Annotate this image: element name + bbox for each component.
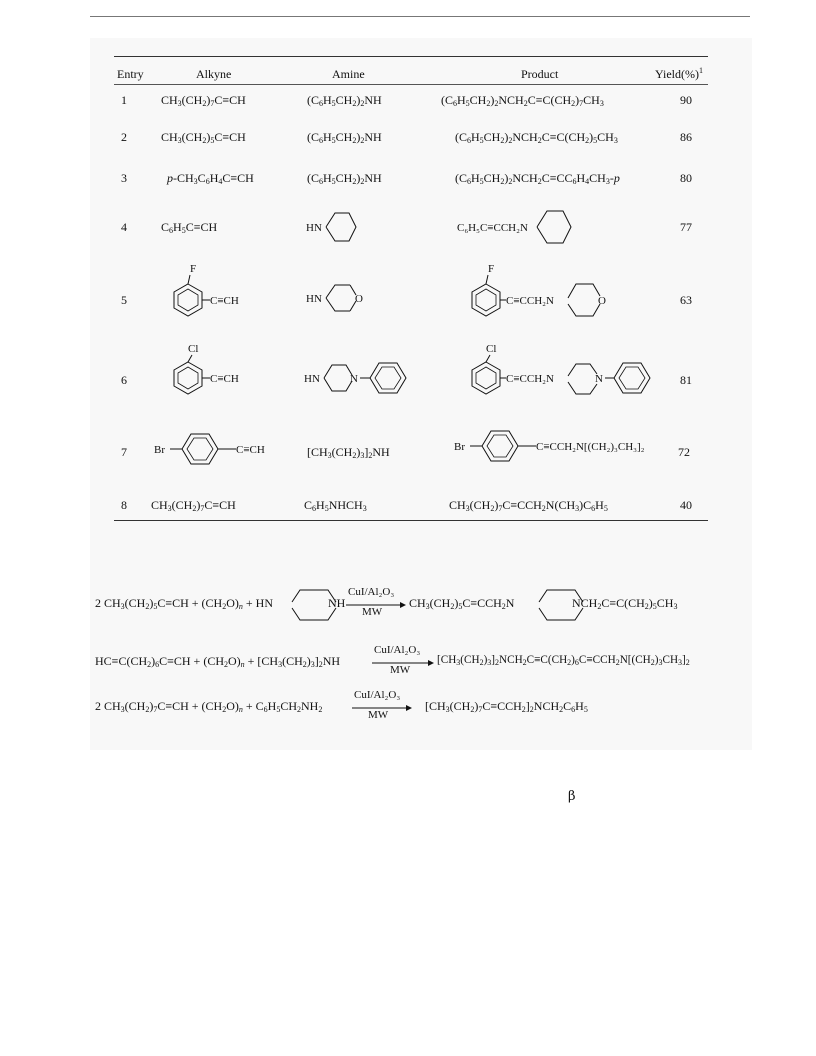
beta-symbol: β bbox=[568, 789, 576, 804]
product-formula: $CH_3(CH_2)_7C\equiv CCH_2N(CH_3)C_6H_5$ bbox=[449, 498, 608, 513]
chlorophenylacetylene-structure bbox=[150, 340, 260, 405]
fluorophenylacetylene-structure bbox=[150, 258, 260, 328]
yield-1: 90 bbox=[680, 93, 692, 107]
alkyne-formula: $CH_3(CH_2)_5C\equiv CH$ bbox=[161, 130, 246, 145]
atom-label: Br bbox=[454, 441, 465, 453]
product-formula: $(C_6H_5CH_2)_2NCH_2C\equiv C(CH_2)_7CH_3$ bbox=[441, 93, 604, 108]
atom-label: N bbox=[595, 373, 603, 385]
reaction-1-product-right: $NCH_2C\equiv C(CH_2)_5CH_3$ bbox=[572, 596, 678, 611]
catalyst-label: CuI/Al₂O₃ bbox=[374, 644, 421, 656]
yield-5: 63 bbox=[680, 293, 692, 307]
yield-label: Yield(%) bbox=[655, 67, 699, 81]
table-top-rule bbox=[114, 56, 708, 57]
morpholine-structure bbox=[300, 275, 370, 320]
reaction-1-reactants: 2 $CH_3(CH_2)_5C\equiv CH + (CH_2O)_n$ + HN bbox=[95, 596, 273, 611]
atom-label: C≡CH bbox=[236, 444, 265, 456]
yield-3: 80 bbox=[680, 171, 692, 185]
entry-5: 5 bbox=[121, 293, 127, 307]
alkyne-formula: $p-CH_3C_6H_4C\equiv CH$ bbox=[167, 171, 254, 186]
alkyne-formula: $CH_3(CH_2)_7C\equiv CH$ bbox=[161, 93, 246, 108]
reaction-2-product: $[CH_3(CH_2)_3]_2NCH_2C\equiv C(CH_2)_6C\equiv CCH_2N[(CH_2)_3CH_3]_2$ bbox=[437, 654, 690, 667]
atom-label: Cl bbox=[486, 343, 497, 355]
catalyst-label: CuI/Al₂O₃ bbox=[348, 586, 395, 598]
reaction-2-reactants: $HC\equiv C(CH_2)_6C\equiv CH + (CH_2O)_n + [CH_3(CH_2)_3]_2NH$ bbox=[95, 654, 341, 669]
entry-3: 3 bbox=[121, 171, 127, 185]
entry-2: 2 bbox=[121, 130, 127, 144]
atom-label: F bbox=[190, 263, 197, 275]
atom-label: C≡CH bbox=[210, 295, 239, 307]
atom-label: C≡CCH₂N[(CH₂)₃CH₃]₂ bbox=[536, 441, 645, 453]
product-formula: $(C_6H_5CH_2)_2NCH_2C\equiv CC_6H_4CH_3-p$ bbox=[455, 171, 620, 186]
alkyne-formula: $C_6H_5C\equiv CH$ bbox=[161, 220, 218, 235]
atom-label: C≡CCH₂N bbox=[506, 295, 554, 307]
atom-label: C≡CCH₂N bbox=[506, 373, 554, 385]
yield-footnote-marker: 1 bbox=[699, 66, 703, 75]
catalyst-label: CuI/Al₂O₃ bbox=[354, 689, 401, 701]
energy-label: MW bbox=[368, 709, 389, 721]
energy-label: MW bbox=[390, 664, 411, 676]
atom-label: HN bbox=[304, 373, 320, 385]
reaction-1-product-left: $CH_3(CH_2)_5C\equiv CCH_2N$ bbox=[409, 596, 515, 611]
product-piperidine-structure bbox=[455, 205, 580, 249]
entry-7: 7 bbox=[121, 445, 127, 459]
phenylpiperazine-structure bbox=[300, 355, 415, 400]
energy-label: MW bbox=[362, 606, 383, 618]
entry-8: 8 bbox=[121, 498, 127, 512]
header-entry: Entry bbox=[117, 67, 144, 81]
header-yield bbox=[655, 67, 703, 82]
atom-label: HN bbox=[306, 222, 322, 234]
atom-label: F bbox=[488, 263, 495, 275]
yield-4: 77 bbox=[680, 220, 692, 234]
reaction-3-product: $[CH_3(CH_2)_7C\equiv CCH_2]_2NCH_2C_6H_5$ bbox=[425, 699, 588, 714]
reaction-1-nh: NH bbox=[328, 596, 346, 610]
entry-1: 1 bbox=[121, 93, 127, 107]
amine-formula: $(C_6H_5CH_2)_2NH$ bbox=[307, 130, 382, 145]
yield-2: 86 bbox=[680, 130, 692, 144]
atom-label: C≡CH bbox=[210, 373, 239, 385]
atom-label: O bbox=[598, 295, 606, 307]
amine-formula: $[CH_3(CH_2)_3]_2NH$ bbox=[307, 445, 390, 460]
table-header-rule bbox=[114, 84, 708, 85]
reaction-3-reactants: 2 $CH_3(CH_2)_7C\equiv CH + (CH_2O)_n + C_6H_5CH_2NH_2$ bbox=[95, 699, 323, 714]
amine-formula: $(C_6H_5CH_2)_2NH$ bbox=[307, 93, 382, 108]
bromophenylacetylene-structure bbox=[150, 428, 285, 473]
atom-label: N bbox=[350, 373, 358, 385]
entry-4: 4 bbox=[121, 220, 127, 234]
product-formula: $(C_6H_5CH_2)_2NCH_2C\equiv C(CH_2)_5CH_3$ bbox=[455, 130, 618, 145]
product-fluoro-morpholine-structure bbox=[448, 258, 618, 328]
amine-formula: $(C_6H_5CH_2)_2NH$ bbox=[307, 171, 382, 186]
page-top-rule bbox=[90, 16, 750, 17]
header-amine: Amine bbox=[332, 67, 365, 81]
atom-label: C₆H₅C≡CCH₂N bbox=[457, 222, 528, 234]
header-alkyne: Alkyne bbox=[196, 67, 232, 81]
piperidine-structure bbox=[300, 205, 360, 249]
product-bromophenyl-structure bbox=[450, 425, 675, 470]
table-bottom-rule bbox=[114, 520, 708, 521]
atom-label: Br bbox=[154, 444, 165, 456]
entry-6: 6 bbox=[121, 373, 127, 387]
yield-8: 40 bbox=[680, 498, 692, 512]
atom-label: HN bbox=[306, 293, 322, 305]
atom-label: Cl bbox=[188, 343, 199, 355]
product-chloro-piperazine-structure bbox=[448, 340, 663, 405]
amine-formula: $C_6H_5NHCH_3$ bbox=[304, 498, 367, 513]
header-product: Product bbox=[521, 67, 559, 81]
atom-label: O bbox=[355, 293, 363, 305]
alkyne-formula: $CH_3(CH_2)_7C\equiv CH$ bbox=[151, 498, 236, 513]
yield-7: 72 bbox=[678, 445, 690, 459]
yield-6: 81 bbox=[680, 373, 692, 387]
